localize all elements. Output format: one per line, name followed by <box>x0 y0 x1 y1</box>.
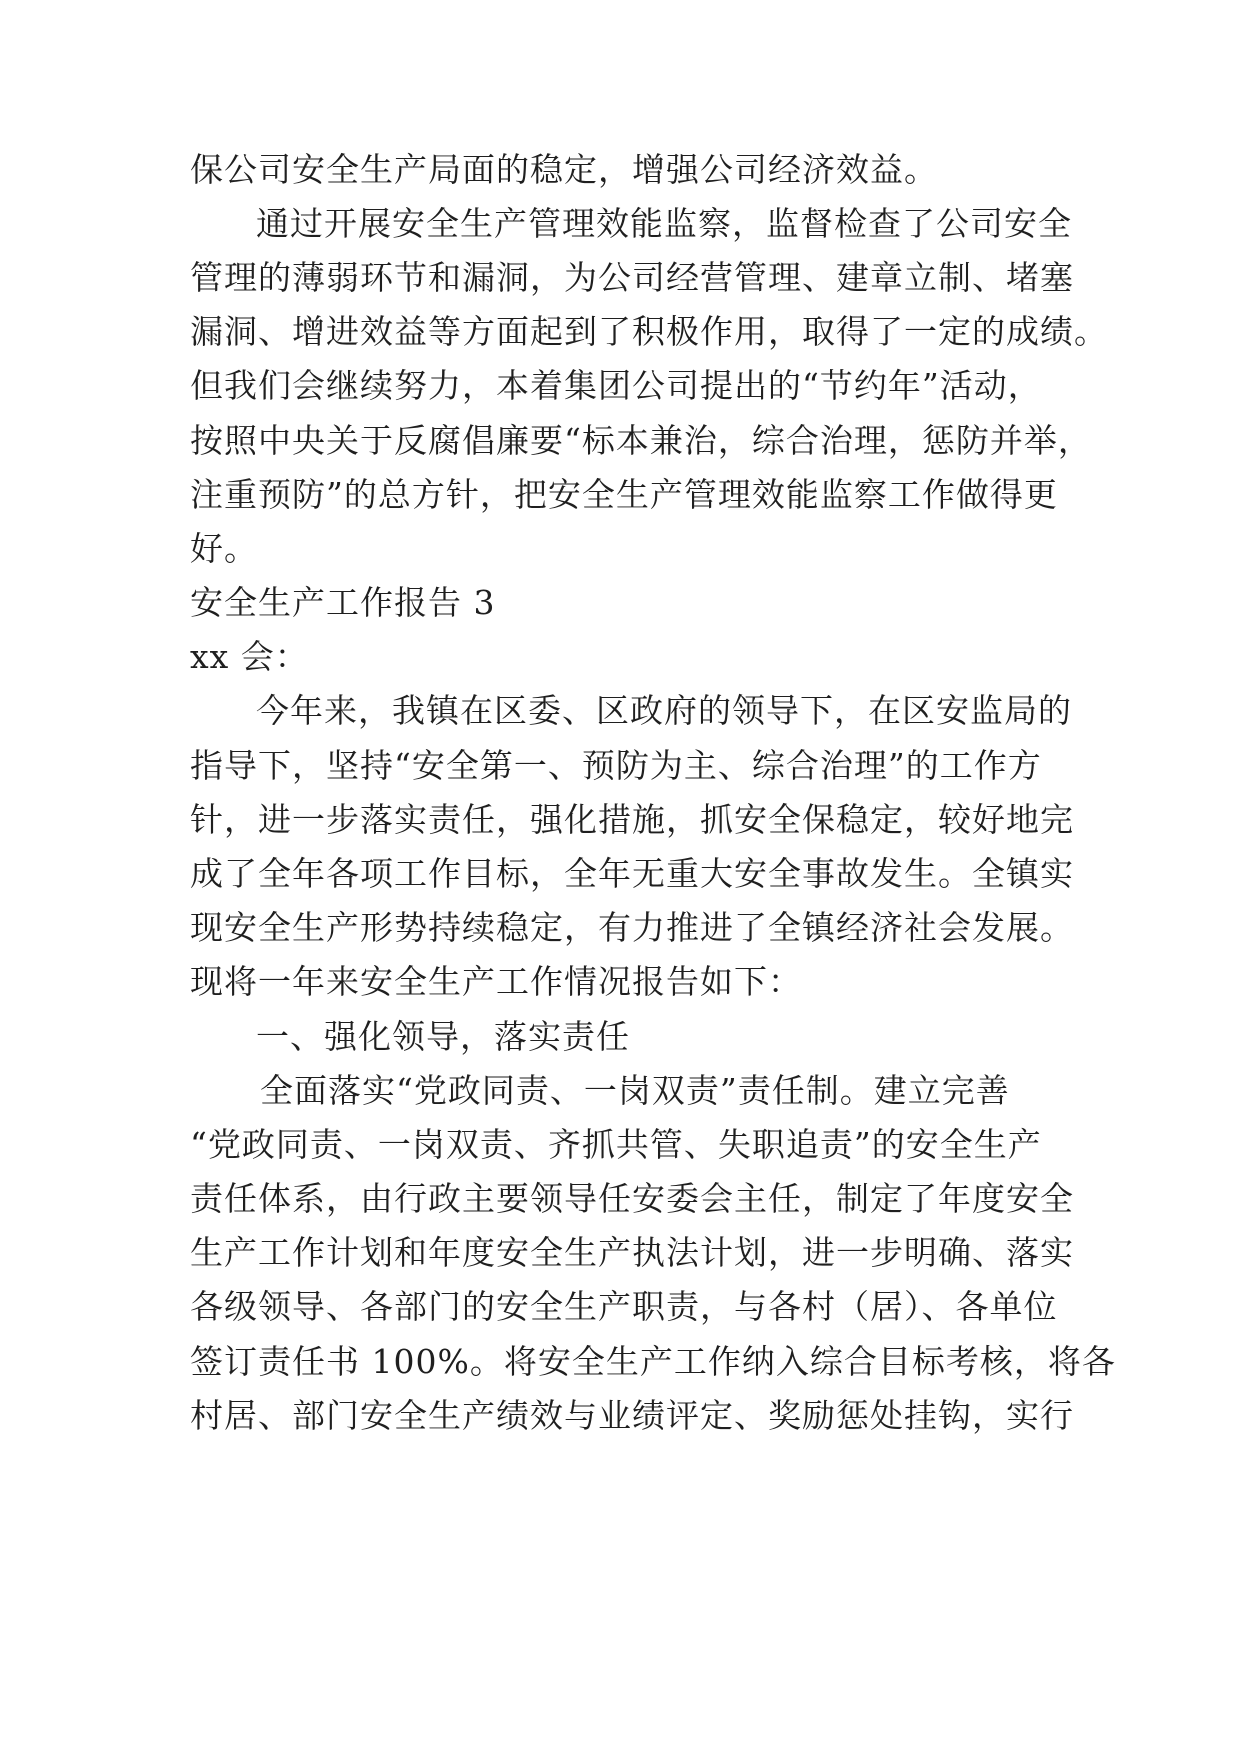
salutation: xx 会： <box>190 637 309 676</box>
paragraph-line: 通过开展安全生产管理效能监察，监督检查了公司安全 <box>256 204 1072 243</box>
paragraph-line: 村居、部门安全生产绩效与业绩评定、奖励惩处挂钩，实行 <box>190 1396 1074 1435</box>
paragraph-line: 现将一年来安全生产工作情况报告如下： <box>190 962 802 1001</box>
paragraph-line: 好。 <box>190 529 258 568</box>
paragraph-line: 全面落实“党政同责、一岗双责”责任制。建立完善 <box>260 1071 1010 1110</box>
paragraph-line: 现安全生产形势持续稳定，有力推进了全镇经济社会发展。 <box>190 908 1074 947</box>
paragraph-line: 针，进一步落实责任，强化措施，抓安全保稳定，较好地完 <box>190 800 1074 839</box>
paragraph-line: 漏洞、增进效益等方面起到了积极作用，取得了一定的成绩。 <box>190 312 1108 351</box>
paragraph-line: 责任体系，由行政主要领导任安委会主任，制定了年度安全 <box>190 1179 1074 1218</box>
paragraph-line: 注重预防”的总方针，把安全生产管理效能监察工作做得更 <box>190 475 1058 514</box>
paragraph-line: 保公司安全生产局面的稳定，增强公司经济效益。 <box>190 150 938 189</box>
paragraph-line: 指导下，坚持“安全第一、预防为主、综合治理”的工作方 <box>190 746 1042 785</box>
paragraph-line: 但我们会继续努力，本着集团公司提出的“节约年”活动， <box>190 366 1042 405</box>
subheading: 一、强化领导，落实责任 <box>256 1017 630 1056</box>
paragraph-line: 管理的薄弱环节和漏洞，为公司经营管理、建章立制、堵塞 <box>190 258 1074 297</box>
paragraph-line: 签订责任书 100%。将安全生产工作纳入综合目标考核，将各 <box>190 1342 1116 1381</box>
section-title: 安全生产工作报告 3 <box>190 583 496 622</box>
paragraph-line: 各级领导、各部门的安全生产职责，与各村（居）、各单位 <box>190 1287 1058 1326</box>
paragraph-line: 按照中央关于反腐倡廉要“标本兼治，综合治理，惩防并举， <box>190 421 1092 460</box>
paragraph-line: 生产工作计划和年度安全生产执法计划，进一步明确、落实 <box>190 1233 1074 1272</box>
paragraph-line: “党政同责、一岗双责、齐抓共管、失职追责”的安全生产 <box>190 1125 1042 1164</box>
paragraph-line: 成了全年各项工作目标，全年无重大安全事故发生。全镇实 <box>190 854 1074 893</box>
paragraph-line: 今年来，我镇在区委、区政府的领导下，在区安监局的 <box>256 691 1072 730</box>
